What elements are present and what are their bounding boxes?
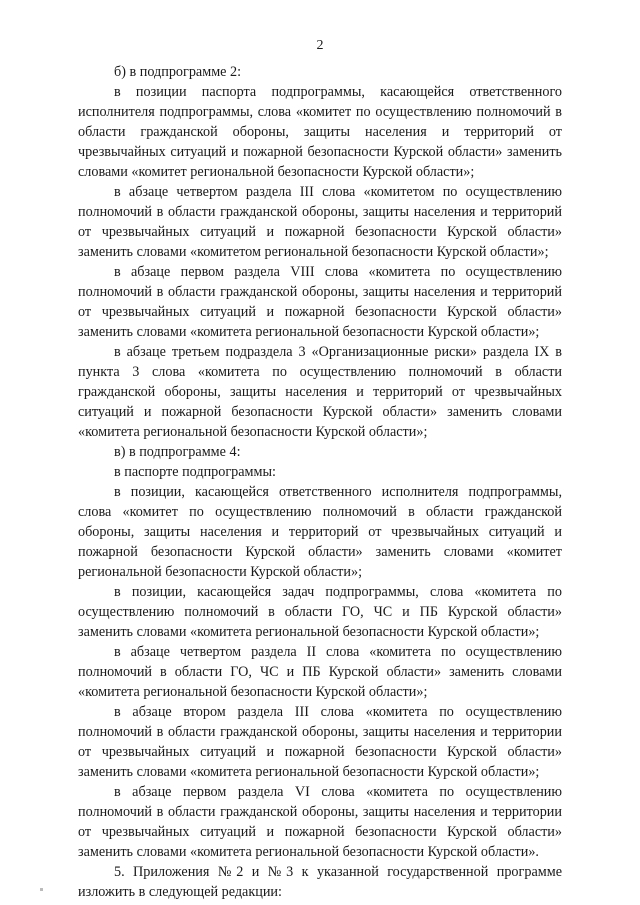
paragraph: в абзаце четвертом раздела II слова «комитета по осуществлению полномочий в области ГО, ЧС и ПБ Курской области» заменить словами «комитета региональной безопасности Курской области»; [78,644,562,700]
paragraph: в абзаце первом раздела VI слова «комитета по осуществлению полномочий в области гражданской обороны, защиты населения и территории от чрезвычайных ситуаций и пожарной безопасности Курской области» заменить словами «комитета региональной безопасности Курской области». [78,784,562,860]
paragraph: в абзаце втором раздела III слова «комитета по осуществлению полномочий в области гражданской обороны, защиты населения и территории от чрезвычайных ситуаций и пожарной безопасности Курской области» заменить словами «комитета региональной безопасности Курской области»; [78,704,562,780]
paragraph-subprogram-2-heading: б) в подпрограмме 2: [114,64,242,80]
paragraph: в позиции паспорта подпрограммы, касающейся ответственного исполнителя подпрограммы, слова «комитет по осуществлению полномочий в области гражданской обороны, защиты населения и территорий от чрезвычайных ситуаций и пожарной безопасности Курской области» заменить словами «комитет региональной безопасности Курской области»; [78,84,562,180]
paragraph: в позиции, касающейся задач подпрограммы, слова «комитета по осуществлению полномочий в области ГО, ЧС и ПБ Курской области» заменить словами «комитета региональной безопасности Курской области»; [78,584,562,640]
document-body [78,62,562,902]
page-number: 2 [316,38,324,53]
paragraph-appendix: 5. Приложения №2 и №3 к указанной государственной программе изложить в следующей редакции: [78,864,562,900]
paragraph-subprogram-4-heading: в) в подпрограмме 4: [114,444,241,460]
paragraph: в абзаце четвертом раздела III слова «комитетом по осуществлению полномочий в области гражданской обороны, защиты населения и территорий от чрезвычайных ситуаций и пожарной безопасности Курской области» заменить словами «комитетом региональной безопасности Курской области»; [78,184,562,260]
paragraph: в абзаце третьем подраздела 3 «Организационные риски» раздела IX в пункта 3 слова «комитета по осуществлению полномочий в области гражданской обороны, защиты населения и территорий от чрезвычайных ситуаций и пожарной безопасности Курской области» заменить словами «комитета региональной безопасности Курской области»; [78,344,562,440]
paragraph: в позиции, касающейся ответственного исполнителя подпрограммы, слова «комитет по осуществлению полномочий в области гражданской обороны, защиты населения и территорий от чрезвычайных ситуаций и пожарной безопасности Курской области» заменить словами «комитет региональной безопасности Курской области»; [78,484,562,580]
scan-speck [40,888,43,891]
paragraph: в паспорте подпрограммы: [114,464,276,480]
paragraph: в абзаце первом раздела VIII слова «комитета по осуществлению полномочий в области гражданской обороны, защиты населения и территорий от чрезвычайных ситуаций и пожарной безопасности Курской области» заменить словами «комитета региональной безопасности Курской области»; [78,264,562,340]
